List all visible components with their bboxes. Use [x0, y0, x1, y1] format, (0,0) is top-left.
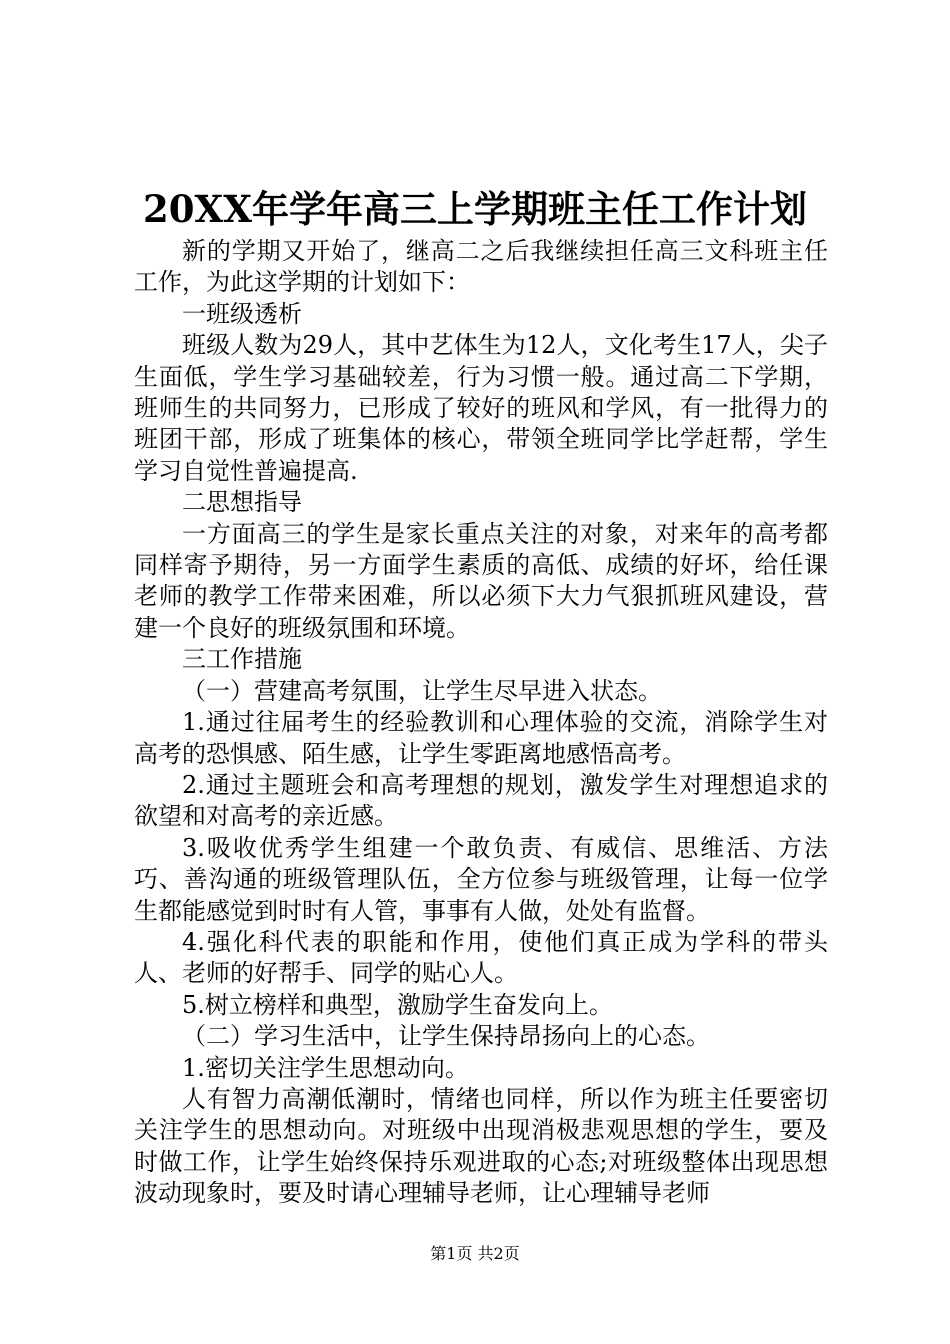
- subsection-heading: （二）学习生活中，让学生保持昂扬向上的心态。: [182, 1022, 710, 1051]
- list-item: 2.通过主题班会和高考理想的规划，激发学生对理想追求的欲望和对高考的亲近感。: [134, 770, 828, 831]
- list-item: 4.强化科代表的职能和作用，使他们真正成为学科的带头人、老师的好帮手、同学的贴心人。: [134, 927, 828, 988]
- paragraph: 一方面高三的学生是家长重点关注的对象，对来年的高考都同样寄予期待，另一方面学生素质的高低、成绩的好坏，给任课老师的教学工作带来困难，所以必须下大力气狠抓班风建设，营建一个良好的班级氛围和环境。: [134, 519, 828, 642]
- section-heading: 一班级透析: [182, 299, 302, 328]
- paragraph: 班级人数为29人，其中艺体生为12人，文化考生17人，尖子生面低，学生学习基础较差，行为习惯一般。通过高二下学期，班师生的共同努力，已形成了较好的班风和学风，有一批得力的班团干部，形成了班集体的核心，带领全班同学比学赶帮，学生学习自觉性普遍提高.: [134, 331, 828, 485]
- list-item: 1.通过往届考生的经验教训和心理体验的交流，消除学生对高考的恐惧感、陌生感，让学生零距离地感悟高考。: [134, 708, 828, 768]
- list-item: 3.吸收优秀学生组建一个敢负责、有威信、思维活、方法巧、善沟通的班级管理队伍，全方位参与班级管理，让每一位学生都能感觉到时时有人管，事事有人做，处处有监督。: [134, 833, 828, 925]
- paragraph: 人有智力高潮低潮时，情绪也同样，所以作为班主任要密切关注学生的思想动向。对班级中出现消极悲观思想的学生，要及时做工作，让学生始终保持乐观进取的心态;对班级整体出现思想波动现象时，要及时请心理辅导老师，让心理辅导老师: [134, 1084, 828, 1208]
- paragraph: 新的学期又开始了，继高二之后我继续担任高三文科班主任工作，为此这学期的计划如下：: [134, 237, 828, 297]
- document-title: 20XX年学年高三上学期班主任工作计划: [143, 187, 807, 231]
- section-heading: 二思想指导: [182, 488, 302, 517]
- list-item: 1.密切关注学生思想动向。: [182, 1053, 469, 1082]
- document-body: [134, 236, 828, 1210]
- section-heading: 三工作措施: [182, 645, 302, 674]
- subsection-heading: （一）营建高考氛围，让学生尽早进入状态。: [182, 676, 662, 705]
- list-item: 5.树立榜样和典型，激励学生奋发向上。: [182, 990, 613, 1019]
- page-number-footer: 第1页 共2页: [430, 1244, 520, 1263]
